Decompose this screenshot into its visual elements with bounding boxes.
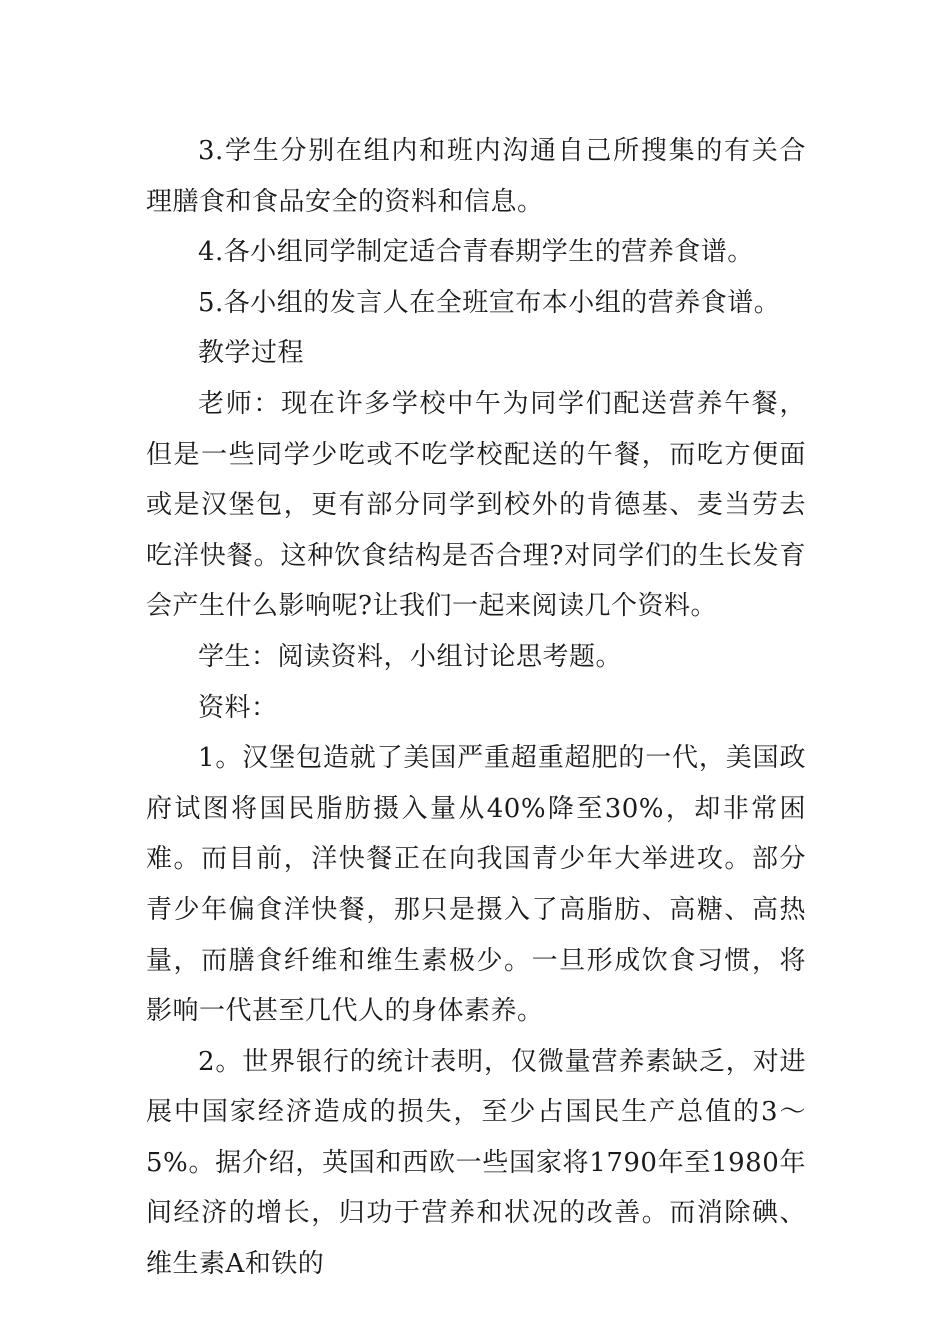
document-body xyxy=(146,126,806,1290)
paragraph-step-3: 3.学生分别在组内和班内沟通自己所搜集的有关合理膳食和食品安全的资料和信息。 xyxy=(146,136,806,217)
paragraph-student: 学生：阅读资料，小组讨论思考题。 xyxy=(198,641,623,672)
paragraph-material-2: 2。世界银行的统计表明，仅微量营养素缺乏，对进展中国家经济造成的损失，至少占国民生产总值的3～5%。据介绍，英国和西欧一些国家将1790年至1980年间经济的增长，归功于营养和状况的改善。而消除碘、维生素A和铁的 xyxy=(146,1046,806,1280)
paragraph-materials-label: 资料： xyxy=(198,692,278,723)
paragraph-step-5: 5.各小组的发言人在全班宣布本小组的营养食谱。 xyxy=(198,287,781,318)
paragraph-step-4: 4.各小组同学制定适合青春期学生的营养食谱。 xyxy=(198,237,754,268)
paragraph-teacher: 老师：现在许多学校中午为同学们配送营养午餐，但是一些同学少吃或不吃学校配送的午餐，而吃方便面或是汉堡包，更有部分同学到校外的肯德基、麦当劳去吃洋快餐。这种饮食结构是否合理?对同学们的生长发育会产生什么影响呢?让我们一起来阅读几个资料。 xyxy=(146,388,806,622)
section-heading-teaching-process: 教学过程 xyxy=(198,338,305,369)
paragraph-material-1: 1。汉堡包造就了美国严重超重超肥的一代，美国政府试图将国民脂肪摄入量从40%降至30%，却非常困难。而目前，洋快餐正在向我国青少年大举进攻。部分青少年偏食洋快餐，那只是摄入了高脂肪、高糖、高热量，而膳食纤维和维生素极少。一旦形成饮食习惯，将影响一代甚至几代人的身体素养。 xyxy=(146,743,806,1027)
